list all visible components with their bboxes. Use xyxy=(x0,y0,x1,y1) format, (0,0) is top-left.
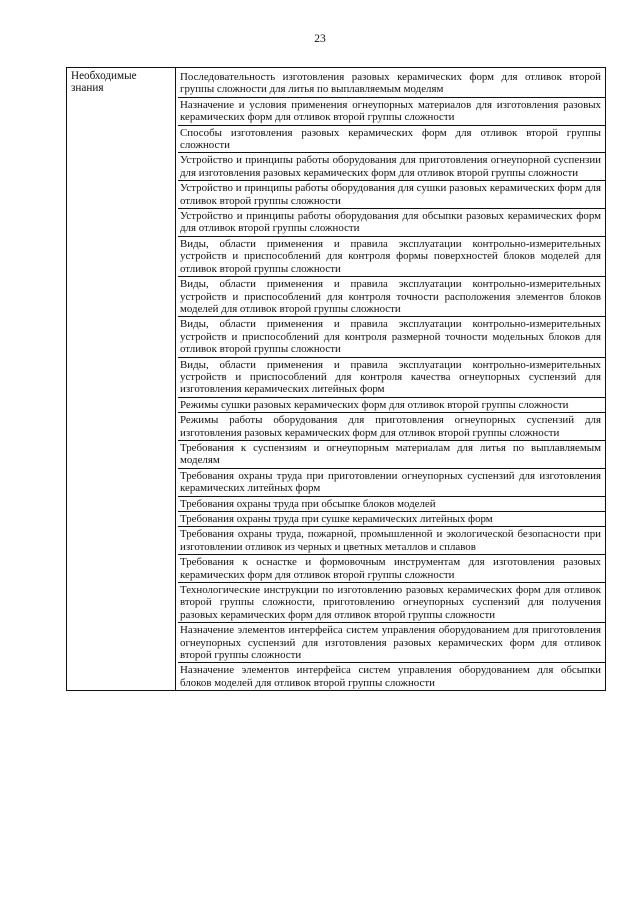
knowledge-item: Требования охраны труда при сушке керамических литейных форм xyxy=(178,511,605,526)
knowledge-item: Виды, области применения и правила эксплуатации контрольно-измерительных устройств и приспособлений для контроля точности расположения элементов блоков моделей для отливок второй группы сложности xyxy=(178,276,605,316)
knowledge-item: Устройство и принципы работы оборудования для приготовления огнеупорной суспензии для изготовления разовых керамических форм для отливок второй группы сложности xyxy=(178,152,605,180)
knowledge-item: Назначение элементов интерфейса систем управления оборудованием для приготовления огнеупорных суспензий для изготовления разовых керамических форм для отливок второй группы сложности xyxy=(178,622,605,662)
knowledge-item: Виды, области применения и правила эксплуатации контрольно-измерительных устройств и приспособлений для контроля формы поверхностей блоков моделей для отливок второй группы сложности xyxy=(178,236,605,276)
knowledge-item: Режимы работы оборудования для приготовления огнеупорных суспензий для изготовления разовых керамических форм для отливок второй группы сложности xyxy=(178,412,605,440)
knowledge-item: Технологические инструкции по изготовлению разовых керамических форм для отливок второй группы сложности, приготовлению огнеупорных суспензий для получения разовых керамических форм для отливок второй группы сложности xyxy=(178,582,605,622)
knowledge-item: Режимы сушки разовых керамических форм для отливок второй группы сложности xyxy=(178,397,605,412)
knowledge-item: Виды, области применения и правила эксплуатации контрольно-измерительных устройств и приспособлений для контроля качества огнеупорных суспензий для изготовления керамических литейных форм xyxy=(178,357,605,397)
knowledge-item: Требования охраны труда при приготовлении огнеупорных суспензий для изготовления керамических литейных форм xyxy=(178,468,605,496)
requirements-table xyxy=(66,67,606,691)
section-label: Необходимые знания xyxy=(67,68,176,691)
knowledge-item: Требования к оснастке и формовочным инструментам для изготовления разовых керамических форм для отливок второй группы сложности xyxy=(178,554,605,582)
knowledge-item: Требования охраны труда при обсыпке блоков моделей xyxy=(178,496,605,511)
table-row xyxy=(67,68,606,691)
knowledge-item: Последовательность изготовления разовых керамических форм для отливок второй группы сложности для литья по выплавляемым моделям xyxy=(180,71,601,96)
knowledge-item: Устройство и принципы работы оборудования для обсыпки разовых керамических форм для отливок второй группы сложности xyxy=(178,208,605,236)
knowledge-item: Требования охраны труда, пожарной, промышленной и экологической безопасности при изготовлении отливок из черных и цветных металлов и сплавов xyxy=(178,526,605,554)
knowledge-item: Способы изготовления разовых керамических форм для отливок второй группы сложности xyxy=(178,125,605,153)
knowledge-item: Назначение и условия применения огнеупорных материалов для изготовления разовых керамических форм для отливок второй группы сложности xyxy=(178,97,605,125)
knowledge-item: Виды, области применения и правила эксплуатации контрольно-измерительных устройств и приспособлений для контроля размерной точности модельных блоков для отливок второй группы сложности xyxy=(178,316,605,356)
knowledge-items-cell xyxy=(176,68,606,691)
knowledge-item: Требования к суспензиям и огнеупорным материалам для литья по выплавляемым моделям xyxy=(178,440,605,468)
knowledge-item: Устройство и принципы работы оборудования для сушки разовых керамических форм для отливок второй группы сложности xyxy=(178,180,605,208)
page-number: 23 xyxy=(314,33,326,45)
knowledge-item: Назначение элементов интерфейса систем управления оборудованием для обсыпки блоков моделей для отливок второй группы сложности xyxy=(178,662,605,690)
